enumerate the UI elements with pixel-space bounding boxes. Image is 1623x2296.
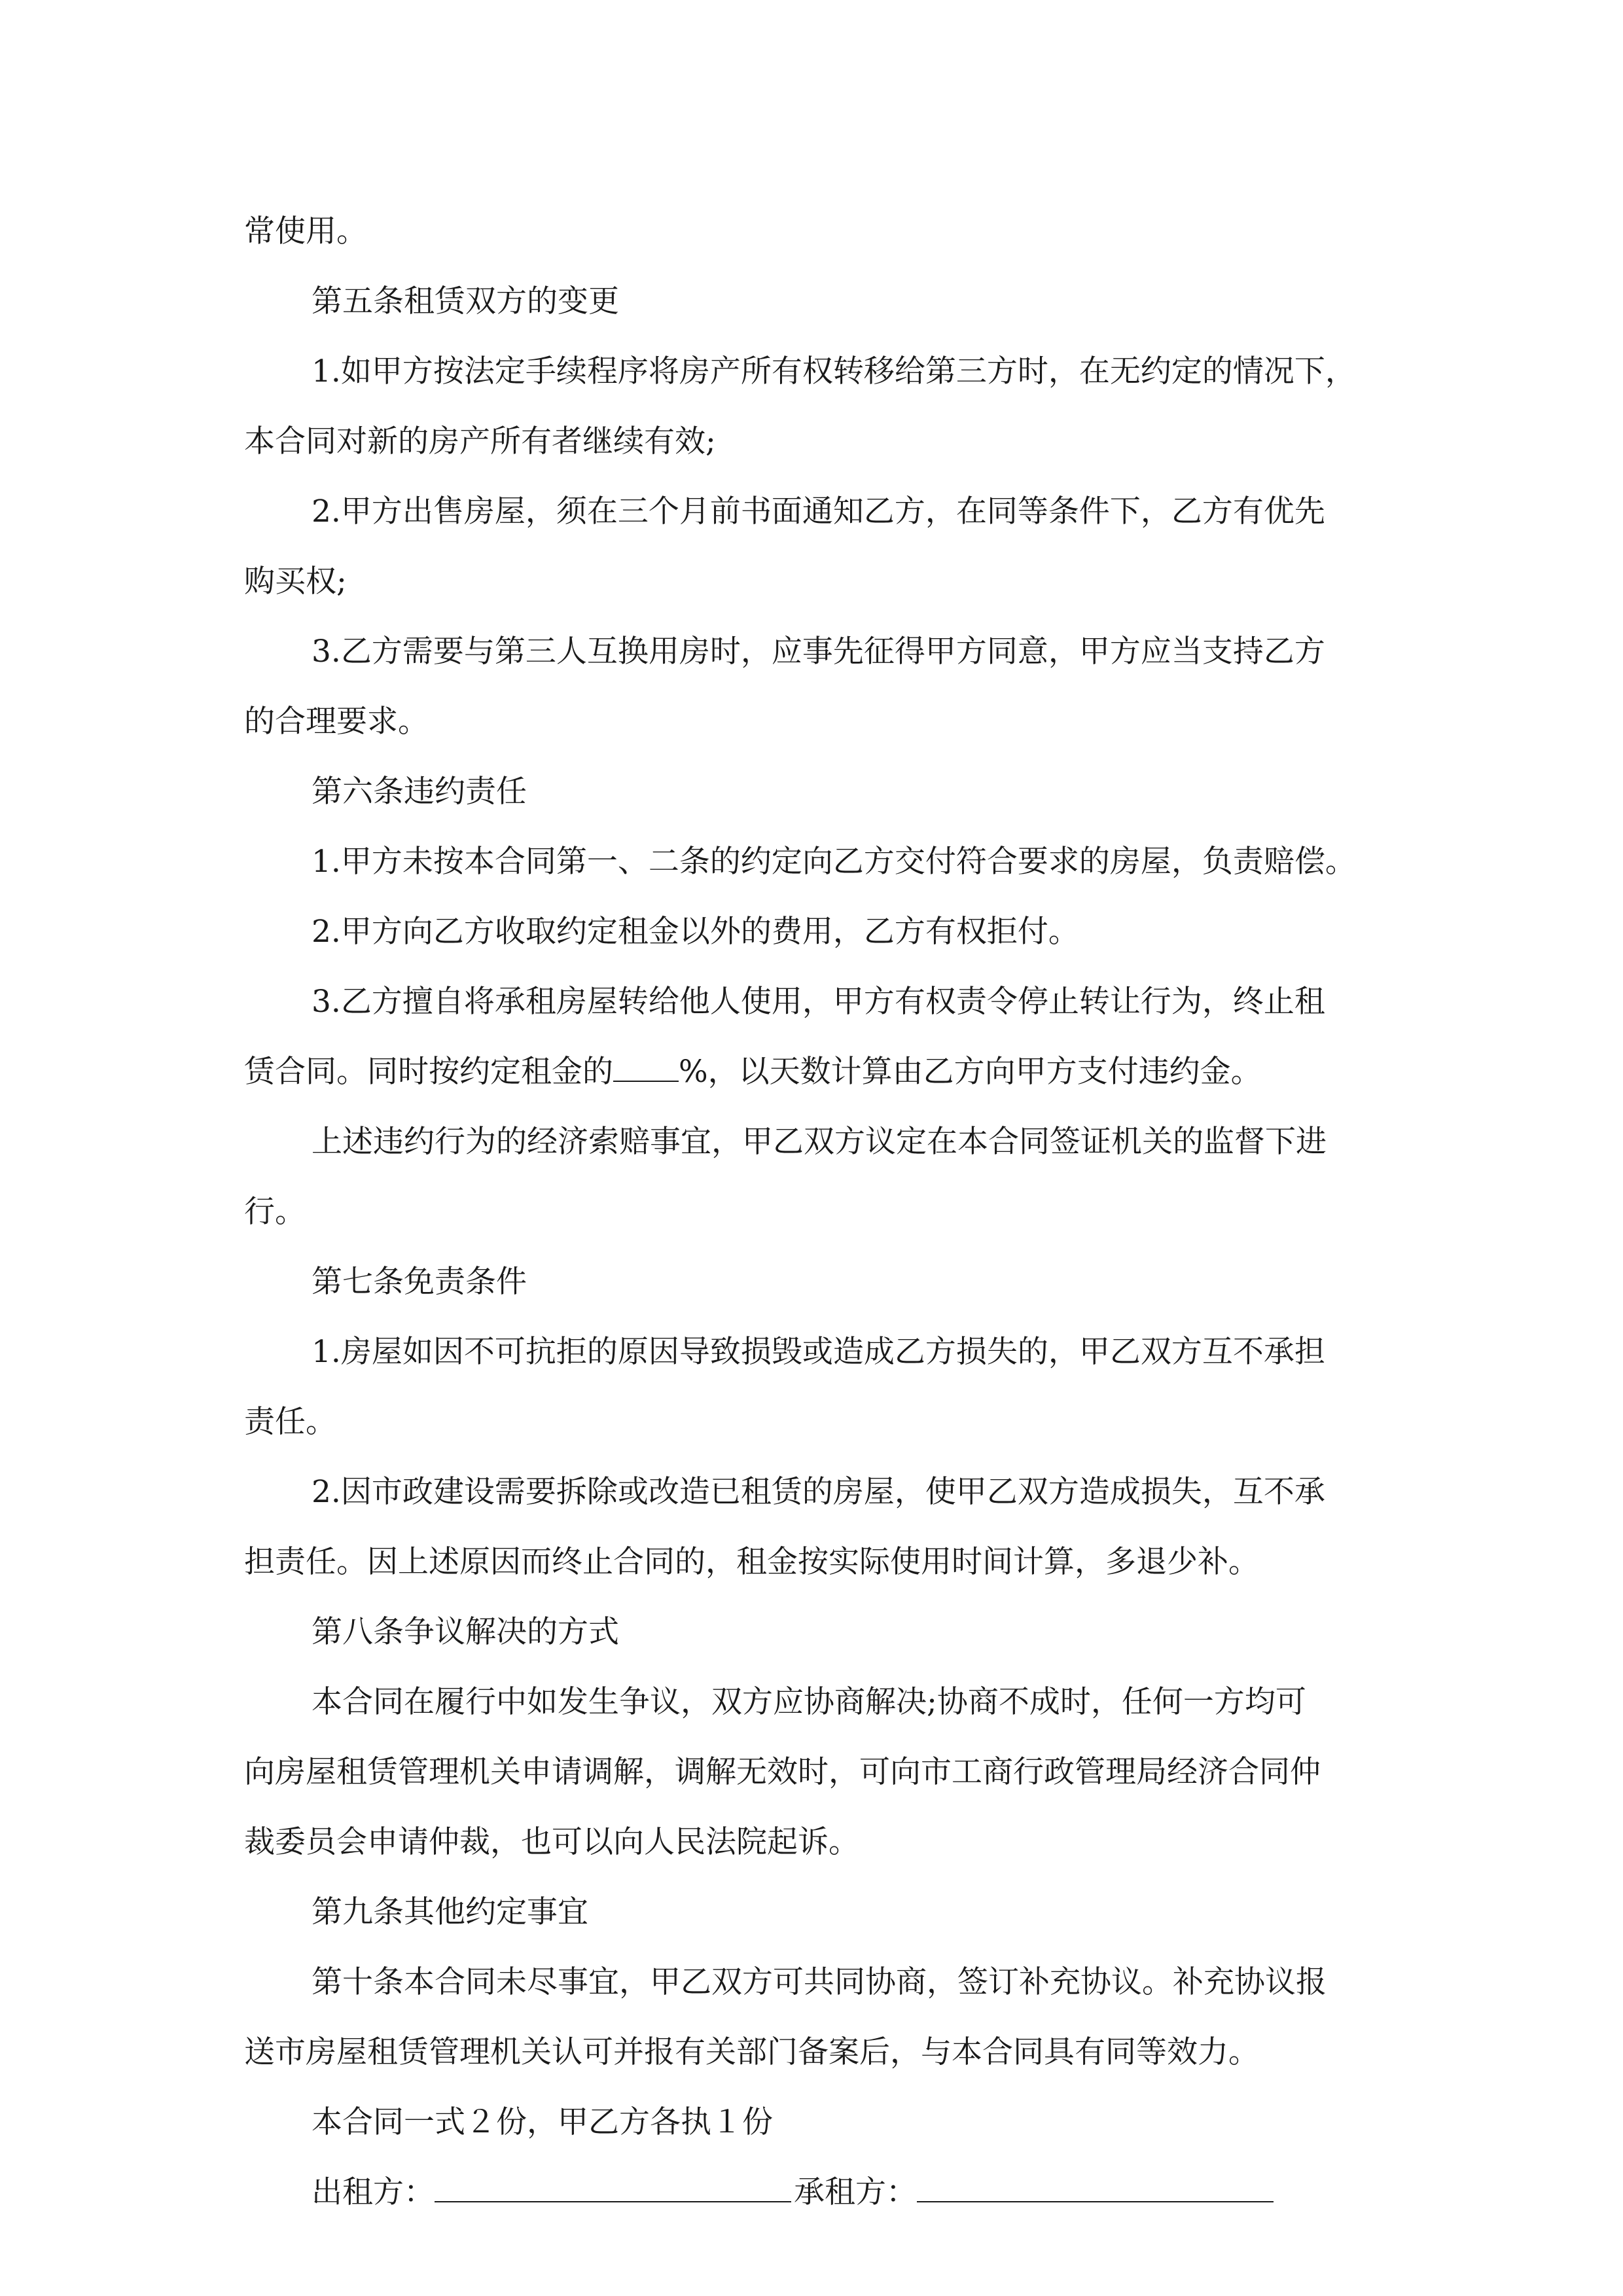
text-line: 2.甲方出售房屋，须在三个月前书面通知乙方，在同等条件下，乙方有优先 xyxy=(312,493,1325,529)
lessee-label: 承租方： xyxy=(794,2174,917,2210)
article-7-heading: 第七条免责条件 xyxy=(312,1264,527,1300)
text-line: 第十条本合同未尽事宜，甲乙双方可共同协商，签订补充协议。补充协议报 xyxy=(312,1964,1327,2000)
text-line: 送市房屋租赁管理机关认可并报有关部门备案后，与本合同具有同等效力。 xyxy=(244,2034,1259,2070)
document-page xyxy=(244,196,1416,2227)
penalty-line xyxy=(244,1037,1416,1107)
article-8-heading: 第八条争议解决的方式 xyxy=(312,1614,619,1650)
penalty-line-before: 赁合同。同时按约定租金的 xyxy=(244,1054,613,1090)
text-line: 2.甲方向乙方收取约定租金以外的费用，乙方有权拒付。 xyxy=(312,914,1079,950)
text-line: 裁委员会申请仲裁，也可以向人民法院起诉。 xyxy=(244,1824,859,1860)
text-line: 1.如甲方按法定手续程序将房产所有权转移给第三方时，在无约定的情况下， xyxy=(312,353,1356,389)
text-line: 3.乙方擅自将承租房屋转给他人使用，甲方有权责令停止转让行为，终止租 xyxy=(312,984,1325,1020)
article-9-heading: 第九条其他约定事宜 xyxy=(312,1894,588,1930)
text-line: 担责任。因上述原因而终止合同的，租金按实际使用时间计算，多退少补。 xyxy=(244,1544,1259,1580)
text-line: 行。 xyxy=(244,1194,306,1230)
text-line: 上述违约行为的经济索赔事宜，甲乙双方议定在本合同签证机关的监督下进 xyxy=(312,1124,1327,1160)
text-line: 向房屋租赁管理机关申请调解，调解无效时，可向市工商行政管理局经济合同仲 xyxy=(244,1754,1321,1790)
article-5-heading: 第五条租赁双方的变更 xyxy=(312,283,619,319)
text-line: 2.因市政建设需要拆除或改造已租赁的房屋，使甲乙双方造成损失，互不承 xyxy=(312,1474,1325,1510)
text-line: 1.甲方未按本合同第一、二条的约定向乙方交付符合要求的房屋，负责赔偿。 xyxy=(312,844,1356,880)
lessee-signature-blank xyxy=(917,2172,1274,2202)
text-line: 的合理要求。 xyxy=(244,704,429,740)
text-line: 本合同对新的房产所有者继续有效; xyxy=(244,423,716,459)
article-6-heading: 第六条违约责任 xyxy=(312,774,527,810)
lessor-signature-blank xyxy=(435,2172,791,2202)
signature-line xyxy=(244,2157,1416,2227)
penalty-percent-blank xyxy=(613,1054,679,1082)
lessor-label: 出租方： xyxy=(312,2174,435,2210)
text-line: 责任。 xyxy=(244,1404,336,1440)
text-line: 3.乙方需要与第三人互换用房时，应事先征得甲方同意，甲方应当支持乙方 xyxy=(312,634,1325,670)
penalty-line-after: %，以天数计算由乙方向甲方支付违约金。 xyxy=(679,1054,1262,1090)
text-line: 本合同在履行中如发生争议，双方应协商解决;协商不成时，任何一方均可 xyxy=(312,1684,1306,1720)
text-line: 购买权; xyxy=(244,564,347,600)
text-line: 常使用。 xyxy=(244,213,367,249)
text-line: 1.房屋如因不可抗拒的原因导致损毁或造成乙方损失的，甲乙双方互不承担 xyxy=(312,1334,1325,1370)
copies-line: 本合同一式２份，甲乙方各执１份 xyxy=(312,2104,773,2140)
